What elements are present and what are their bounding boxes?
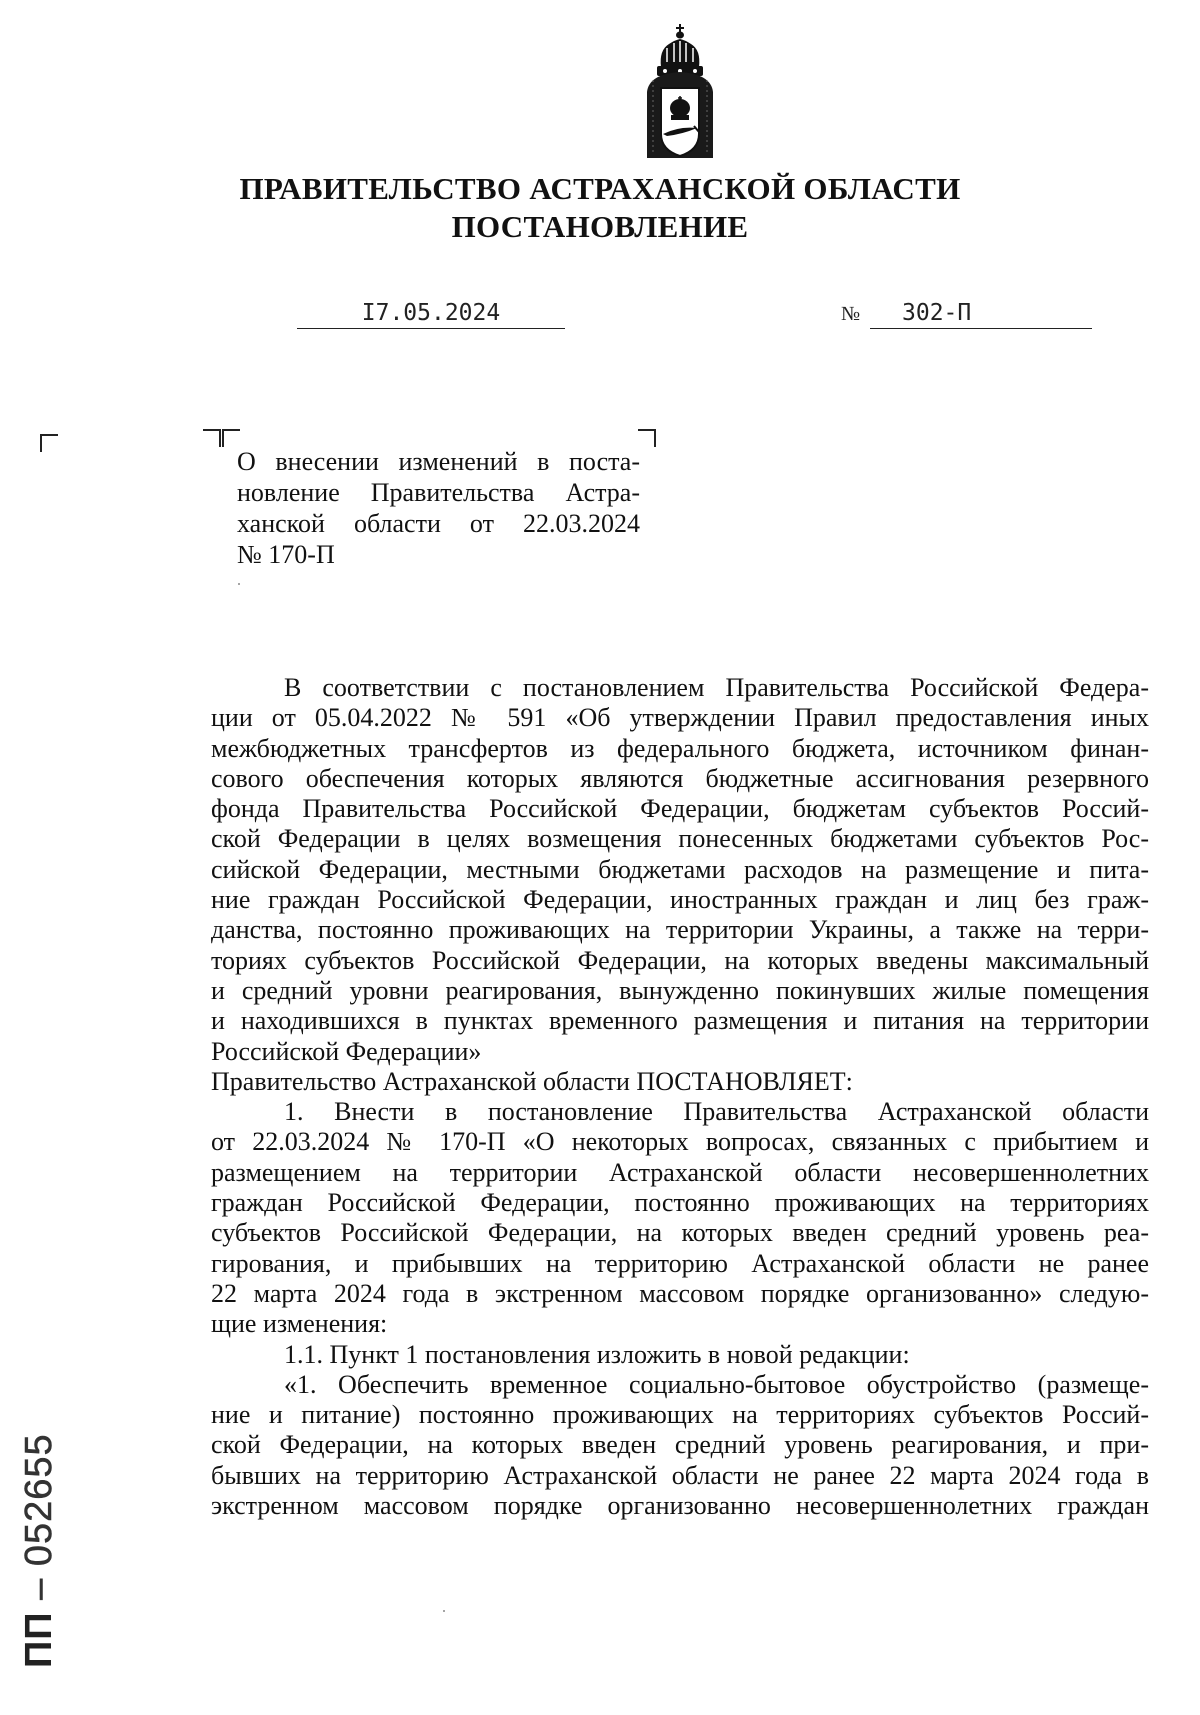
- bracket-corner-mark: [638, 429, 656, 447]
- bracket-corner-mark: [203, 429, 221, 447]
- body-line: гирования, и прибывших на территорию Астраханской области не ранее: [211, 1248, 1149, 1278]
- body-line: «1. Обеспечить временное социально-бытовое обустройство (размеще-: [284, 1369, 1149, 1399]
- body-line: граждан Российской Федерации, постоянно проживающих на территориях: [211, 1188, 1149, 1218]
- body-line: сийской Федерации, местными бюджетами расходов на размещение и пита-: [211, 854, 1149, 884]
- document-date: I7.05.2024: [297, 300, 565, 329]
- body-line: бывших на территорию Астраханской области не ранее 22 марта 2024 года в: [211, 1460, 1149, 1490]
- body-line: 22 марта 2024 года в экстренном массовом порядке организованно» следую-: [211, 1278, 1149, 1308]
- org-name: ПРАВИТЕЛЬСТВО АСТРАХАНСКОЙ ОБЛАСТИ: [239, 171, 961, 206]
- body-line: В соответствии с постановлением Правительства Российской Федера-: [284, 673, 1149, 702]
- body-line: Правительство Астраханской области ПОСТАНОВЛЯЕТ:: [211, 1066, 853, 1096]
- body-line: 1. Внести в постановление Правительства Астраханской области: [284, 1097, 1149, 1127]
- coat-of-arms-emblem: [639, 22, 721, 164]
- body-line: от 22.03.2024 № 170-П «О некоторых вопросах, связанных с прибытием и: [211, 1127, 1149, 1157]
- body-line: ние и питание) постоянно проживающих на территориях субъектов Россий-: [211, 1400, 1149, 1430]
- number-sign: №: [841, 303, 861, 325]
- body-line: ской Федерации, на которых введен средний уровень реагирования, и при-: [211, 1430, 1149, 1460]
- body-line: и находившихся в пунктах временного размещения и питания на территории: [211, 1006, 1149, 1036]
- document-subject: [237, 446, 640, 570]
- margin-corner-mark: [40, 434, 58, 452]
- body-line: Российской Федерации»: [211, 1036, 482, 1066]
- body-line: экстренном массовом порядке организованно несовершеннолетних граждан: [211, 1491, 1149, 1521]
- subject-line: ханской области от 22.03.2024: [237, 509, 640, 538]
- stamp-prefix: ПП: [18, 1611, 60, 1668]
- subject-line: № 170-П: [237, 540, 335, 569]
- stamp-number: – 052655: [18, 1433, 60, 1612]
- scan-speck: [443, 1610, 445, 1612]
- body-line: размещением на территории Астраханской области несовершеннолетних: [211, 1157, 1149, 1187]
- body-line: ции от 05.04.2022 № 591 «Об утверждении Правил предоставления иных: [211, 703, 1149, 733]
- document-header: [0, 170, 1200, 246]
- body-line: межбюджетных трансфертов из федерального бюджета, источником финан-: [211, 733, 1149, 763]
- subject-line: О внесении изменений в поста-: [237, 447, 640, 476]
- doc-type: ПОСТАНОВЛЕНИЕ: [451, 209, 749, 244]
- body-line: сового обеспечения которых являются бюджетные ассигнования резервного: [211, 763, 1149, 793]
- subject-line: новление Правительства Астра-: [237, 478, 640, 507]
- body-line: ториях субъектов Российской Федерации, на которых введены максимальный: [211, 945, 1149, 975]
- body-line: щие изменения:: [211, 1309, 388, 1339]
- body-line: субъектов Российской Федерации, на которых введен средний уровень реа-: [211, 1218, 1149, 1248]
- side-registration-stamp: [18, 1433, 61, 1668]
- document-number: 302-П: [870, 300, 1092, 329]
- body-line: фонда Правительства Российской Федерации, бюджетам субъектов Россий-: [211, 794, 1149, 824]
- scan-speck: [238, 583, 240, 585]
- document-body: [211, 673, 1149, 1521]
- body-line: ской Федерации в целях возмещения понесенных бюджетами субъектов Рос-: [211, 824, 1149, 854]
- bracket-corner-mark: [222, 429, 240, 447]
- body-line: ние граждан Российской Федерации, иностранных граждан и лиц без граж-: [211, 885, 1149, 915]
- body-line: 1.1. Пункт 1 постановления изложить в новой редакции:: [284, 1339, 910, 1369]
- body-line: и средний уровни реагирования, вынужденно покинувших жилые помещения: [211, 975, 1149, 1005]
- body-line: данства, постоянно проживающих на территории Украины, а также на терри-: [211, 915, 1149, 945]
